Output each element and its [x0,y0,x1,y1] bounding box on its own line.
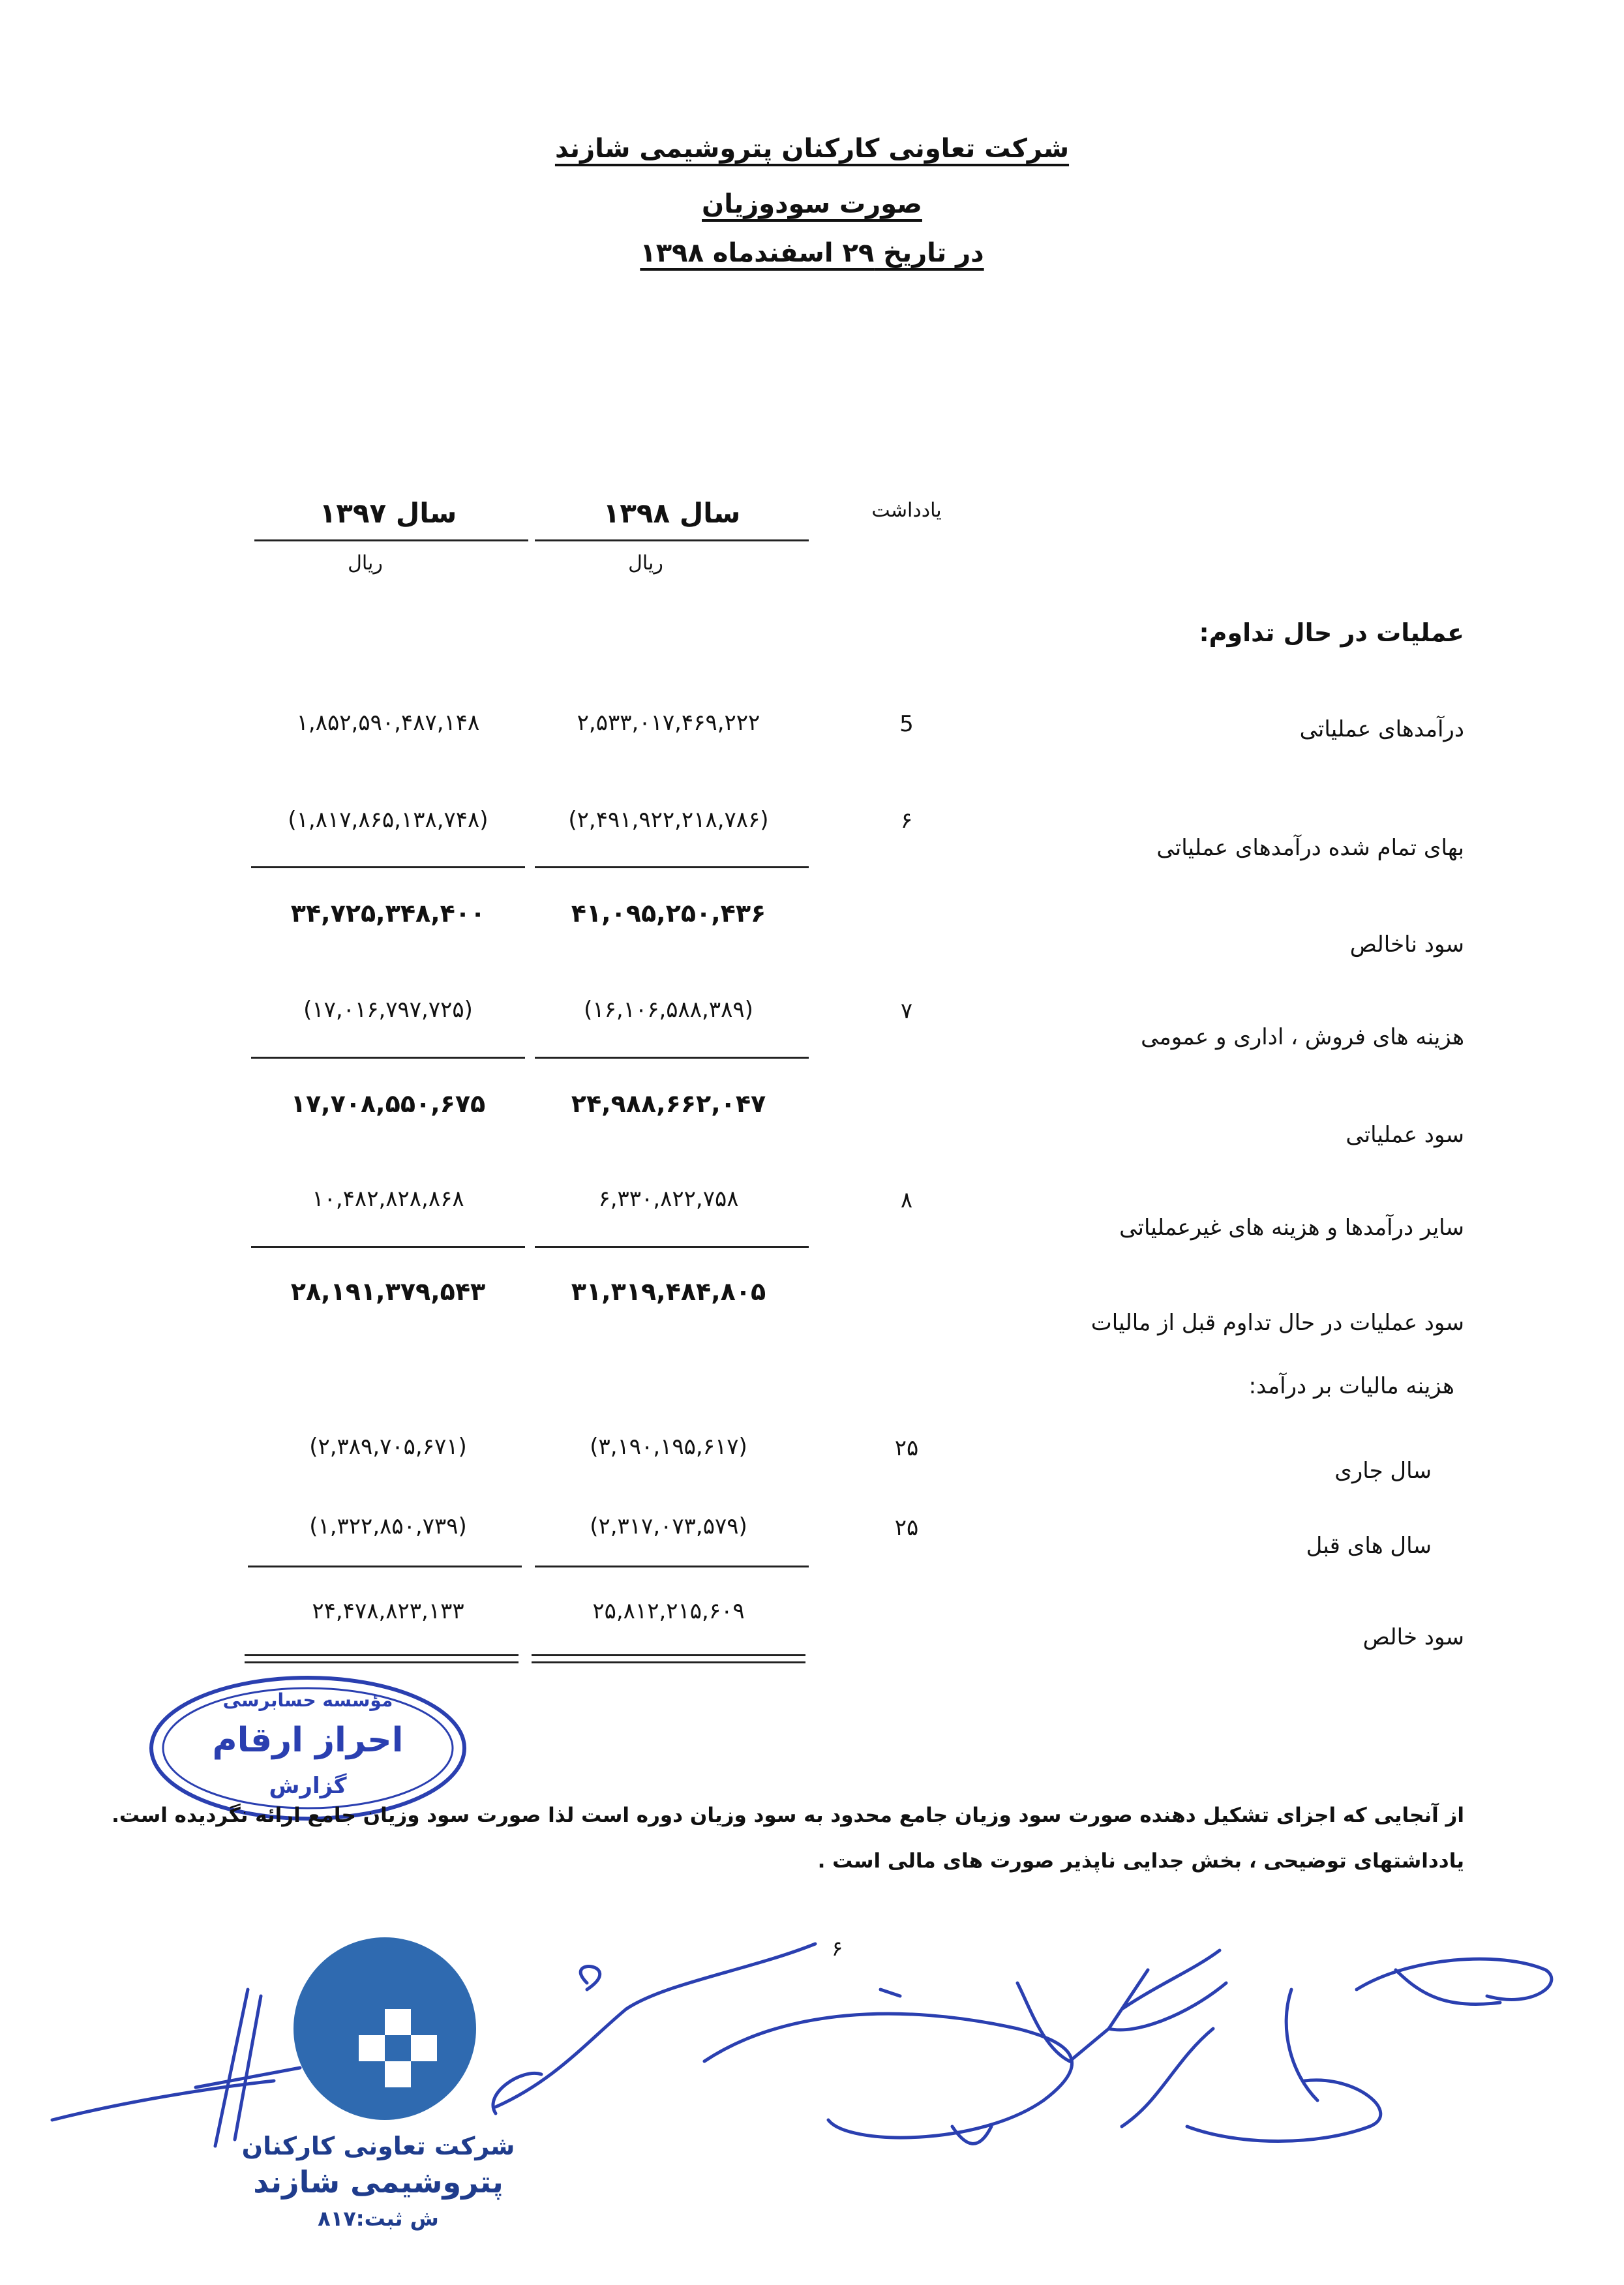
row-value-1398: (۳,۱۹۰,۱۹۵,۶۱۷) [590,1434,747,1460]
row-label-sga-expenses: هزینه های فروش ، اداری و عمومی [1141,1024,1464,1050]
row-note: 5 [899,711,914,737]
footer-note-1: از آنجایی که اجزای تشکیل دهنده صورت سود وزیان جامع محدود به سود وزیان دوره است لذا صورت سود وزیان جامع ارائه نگردیده است. [112,1804,1464,1827]
row-value-1398: (۲,۳۱۷,۰۷۳,۵۷۹) [590,1513,747,1539]
row-note: ۸ [900,1187,913,1213]
row-label-current-year: سال جاری [1334,1458,1432,1484]
statement-title: صورت سودوزیان [702,189,922,219]
company-name: شرکت تعاونی کارکنان پتروشیمی شازند [554,134,1070,164]
row-note: ۶ [900,808,913,834]
row-label-profit-before-tax: سود عملیات در حال تداوم قبل از مالیات [1090,1310,1464,1336]
signature-2 [493,1944,815,2113]
double-rule-1397-bottom [245,1661,519,1663]
row-value-1397: ۱,۸۵۲,۵۹۰,۴۸۷,۱۴۸ [296,710,480,736]
row-label-other-income: سایر درآمدها و هزینه های غیرعملیاتی [1119,1215,1464,1241]
signature-5 [1187,1959,1552,2141]
header-rule-1397 [254,539,528,541]
audit-firm-stamp [145,1670,471,1826]
row-note: ۲۵ [894,1435,919,1461]
double-rule-1398-top [532,1654,805,1656]
row-value-1398: ۳۱,۳۱۹,۴۸۴,۸۰۵ [571,1277,766,1306]
subtotal-rule-1398 [535,1057,809,1059]
year-1397-header: سال ۱۳۹۷ [319,497,457,529]
audit-stamp-line1: مؤسسه حسابرسی [222,1689,393,1711]
row-value-1398: ۲,۵۳۳,۰۱۷,۴۶۹,۲۲۲ [577,710,760,736]
row-note: ۲۵ [894,1515,919,1541]
subtotal-rule-1398 [535,866,809,868]
row-value-1397: ۱۰,۴۸۲,۸۲۸,۸۶۸ [312,1186,464,1212]
double-rule-1398-bottom [532,1661,805,1663]
row-value-1398: (۱۶,۱۰۶,۵۸۸,۳۸۹) [584,997,753,1023]
company-stamp-line2: پتروشیمی شازند [253,2164,504,2200]
section-title: عملیات در حال تداوم: [1199,618,1464,647]
row-label-net-profit: سود خالص [1362,1624,1464,1650]
row-value-1397: (۲,۳۸۹,۷۰۵,۶۷۱) [309,1434,467,1460]
signature-3 [704,1990,1072,2143]
row-value-1397: (۱,۳۲۲,۸۵۰,۷۳۹) [309,1513,467,1539]
double-rule-1397-top [245,1654,519,1656]
row-value-1398: ۴۱,۰۹۵,۲۵۰,۴۳۶ [571,899,766,928]
subtotal-rule-1397 [251,866,525,868]
row-value-1397: ۱۷,۷۰۸,۵۵۰,۶۷۵ [290,1089,486,1118]
company-stamp [287,1931,483,2126]
row-value-1397: ۲۸,۱۹۱,۳۷۹,۵۴۳ [290,1277,486,1306]
unit-label-1397: ریال [348,552,383,575]
row-label-prior-years: سال های قبل [1306,1533,1432,1559]
audit-stamp-line2: احراز ارقام [212,1721,404,1760]
signature-1 [52,1990,300,2146]
company-stamp-line1: شرکت تعاونی کارکنان [241,2132,515,2160]
page-number: ۶ [832,1936,843,1961]
subtotal-rule-1397 [251,1057,525,1059]
row-label-gross-profit: سود ناخالص [1349,931,1464,958]
row-value-1397: (۱۷,۰۱۶,۷۹۷,۷۲۵) [303,997,473,1023]
year-1398-header: سال ۱۳۹۸ [603,497,741,529]
unit-label-1398: ریال [628,552,663,575]
audit-stamp-line3: گزارش [269,1773,347,1799]
row-label-operating-revenue: درآمدهای عملیاتی [1299,716,1464,742]
row-value-1397: ۳۴,۷۲۵,۳۴۸,۴۰۰ [290,899,486,928]
subtotal-rule-1397 [251,1246,525,1248]
row-value-1398: (۲,۴۹۱,۹۲۲,۲۱۸,۷۸۶) [568,807,769,833]
note-column-header: یادداشت [871,499,942,522]
row-label-operating-profit: سود عملیاتی [1346,1122,1464,1148]
row-value-1398: ۶,۳۳۰,۸۲۲,۷۵۸ [598,1186,739,1212]
statement-date: در تاریخ ۲۹ اسفندماه ۱۳۹۸ [640,238,984,268]
row-label-cost-of-revenue: بهای تمام شده درآمدهای عملیاتی [1156,835,1464,861]
row-value-1398: ۲۴,۹۸۸,۶۶۲,۰۴۷ [571,1089,766,1118]
row-value-1397: ۲۴,۴۷۸,۸۲۳,۱۳۳ [312,1598,464,1624]
row-note: ۷ [900,998,913,1024]
subtotal-rule-1398 [535,1246,809,1248]
subtotal-rule-1398 [535,1566,809,1567]
row-value-1397: (۱,۸۱۷,۸۶۵,۱۳۸,۷۴۸) [288,807,489,833]
company-stamp-reg: ش ثبت:۸۱۷ [318,2206,439,2231]
header-rule-1398 [535,539,809,541]
row-label-income-tax: هزینه مالیات بر درآمد: [1248,1373,1454,1399]
subtotal-rule-1397 [248,1566,522,1567]
row-value-1398: ۲۵,۸۱۲,۲۱۵,۶۰۹ [592,1598,745,1624]
footer-note-2: یادداشتهای توضیحی ، بخش جدایی ناپذیر صورت های مالی است . [817,1849,1464,1873]
